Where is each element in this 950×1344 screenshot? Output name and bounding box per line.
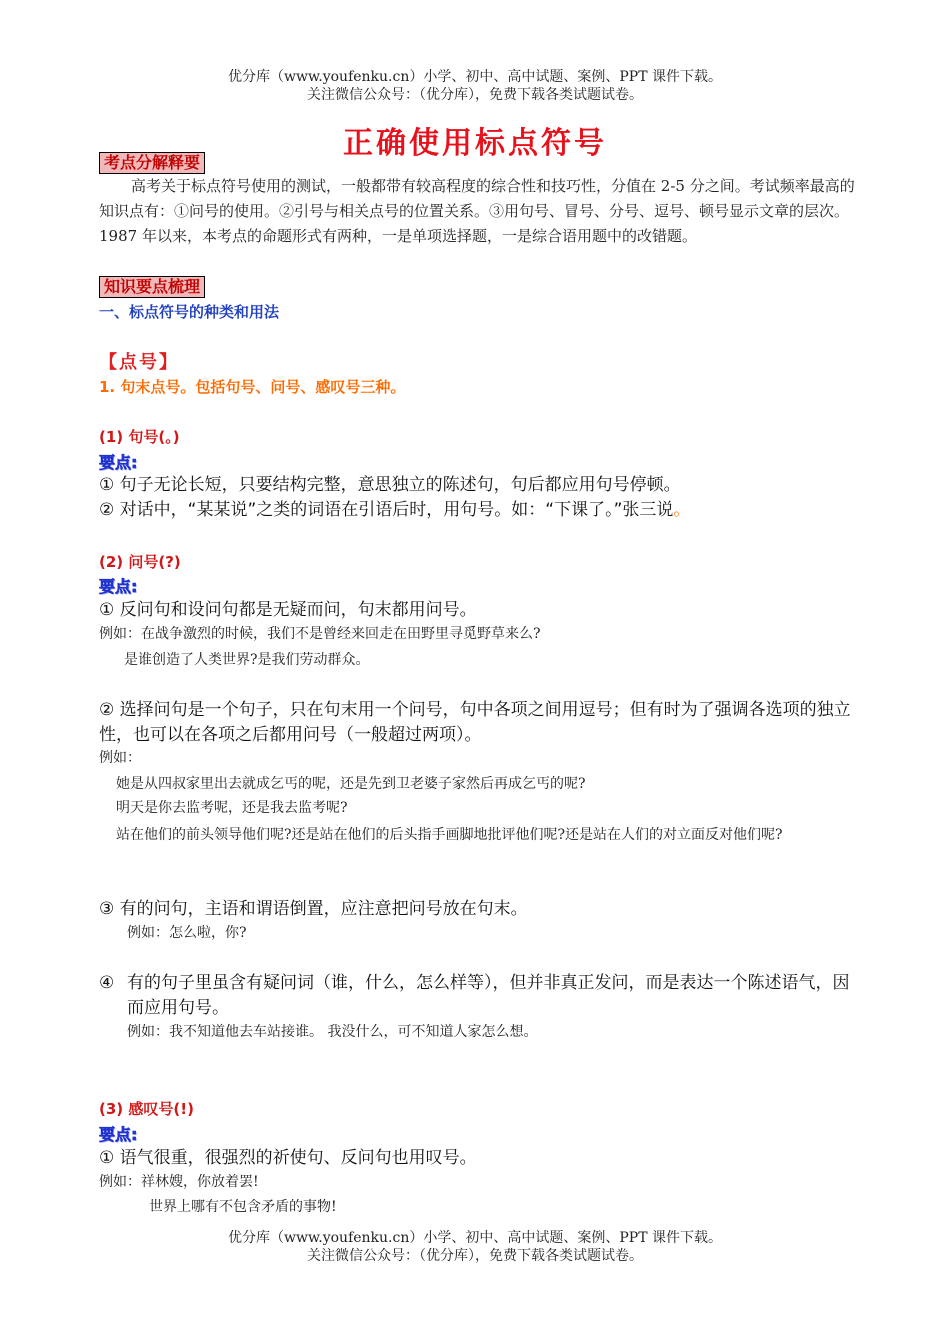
wenhao-ex-2c: 站在他们的前头领导他们呢?还是站在他们的后头指手画脚地批评他们呢?还是站在人们的对立面反对他们呢? [116, 827, 783, 843]
gantanhao-ex-1b: 世界上哪有不包含矛盾的事物! [149, 1199, 337, 1215]
wenhao-ex-2b: 明天是你去监考呢，还是我去监考呢? [116, 800, 348, 816]
page-footer [0, 1229, 950, 1265]
gantanhao-ex-1a: 例如：祥林嫂，你放着罢! [99, 1174, 259, 1190]
wenhao-ex-2a: 她是从四叔家里出去就成乞丐的呢，还是先到卫老婆子家然后再成乞丐的呢? [116, 776, 586, 792]
juhao-rule-1: ① 句子无论长短，只要结构完整，意思独立的陈述句，句后都应用句号停顿。 [99, 475, 681, 495]
juhao-rule-2-text: ② 对话中，“某某说”之类的词语在引语后时，用句号。如：“下课了。”张三说 [99, 500, 674, 520]
wenhao-yaodian: 要点: [99, 577, 138, 596]
header-line-1: 优分库（www.youfenku.cn）小学、初中、高中试题、案例、PPT 课件下载。 [227, 69, 722, 85]
juhao-heading: (1) 句号(。) [99, 428, 180, 446]
juhao-yaodian: 要点: [99, 453, 138, 472]
dianhao-heading: 【点号】 [99, 352, 179, 373]
wenhao-ex-1b: 是谁创造了人类世界?是我们劳动群众。 [124, 652, 370, 668]
badge-kaodian: 考点分解释要 [99, 152, 205, 174]
wenhao-rule-4-num: ④ [99, 973, 115, 993]
juhao-rule-2-end: 。 [673, 500, 691, 520]
gantanhao-heading: (3) 感叹号(!) [99, 1100, 194, 1118]
dianhao-sub-1: 1. 句末点号。包括句号、问号、感叹号三种。 [99, 378, 406, 396]
wenhao-rule-1: ① 反问句和设问句都是无疑而问，句末都用问号。 [99, 600, 477, 620]
wenhao-rule-3: ③ 有的问句，主语和谓语倒置，应注意把问号放在句末。 [99, 899, 528, 919]
page-title: 正确使用标点符号 [343, 126, 607, 161]
wenhao-ex-3: 例如：怎么啦，你? [127, 925, 247, 941]
wenhao-ex-4: 例如：我不知道他去车站接谁。 我没什么，可不知道人家怎么想。 [127, 1024, 538, 1040]
wenhao-rule-2: ② 选择问句是一个句子，只在句末用一个问号，句中各项之间用逗号；但有时为了强调各选项的独立性，也可以在各项之后都用问号（一般超过两项）。 [99, 700, 851, 745]
intro-paragraph: 高考关于标点符号使用的测试，一般都带有较高程度的综合性和技巧性，分值在 2-5 分之间。考试频率最高的知识点有：①问号的使用。②引号与相关点号的位置关系。③用句号、冒号、分号、逗号、顿号显示文章的层次。1987 年以来，本考点的命题形式有两种，一是单项选择题，一是综合语用题中的改错题。 [99, 177, 855, 245]
wenhao-heading: (2) 问号(?) [99, 553, 181, 571]
page-header [0, 68, 950, 104]
footer-line-1: 优分库（www.youfenku.cn）小学、初中、高中试题、案例、PPT 课件下载。 [227, 1230, 722, 1246]
badge-zhishi: 知识要点梳理 [99, 276, 205, 298]
gantanhao-rule-1: ① 语气很重，很强烈的祈使句、反问句也用叹号。 [99, 1148, 477, 1168]
wenhao-ex-2-label: 例如： [99, 750, 141, 766]
wenhao-ex-1a: 例如：在战争激烈的时候，我们不是曾经来回走在田野里寻觅野草来么? [99, 626, 541, 642]
header-line-2: 关注微信公众号：（优分库），免费下载各类试题试卷。 [307, 87, 643, 103]
juhao-rule-2 [99, 498, 859, 523]
section-heading-1: 一、标点符号的种类和用法 [99, 303, 280, 321]
wenhao-rule-4: 有的句子里虽含有疑问词（谁，什么，怎么样等），但并非真正发问，而是表达一个陈述语气，因而应用句号。 [127, 973, 850, 1018]
footer-line-2: 关注微信公众号：（优分库），免费下载各类试题试卷。 [307, 1248, 643, 1264]
gantanhao-yaodian: 要点: [99, 1125, 138, 1144]
